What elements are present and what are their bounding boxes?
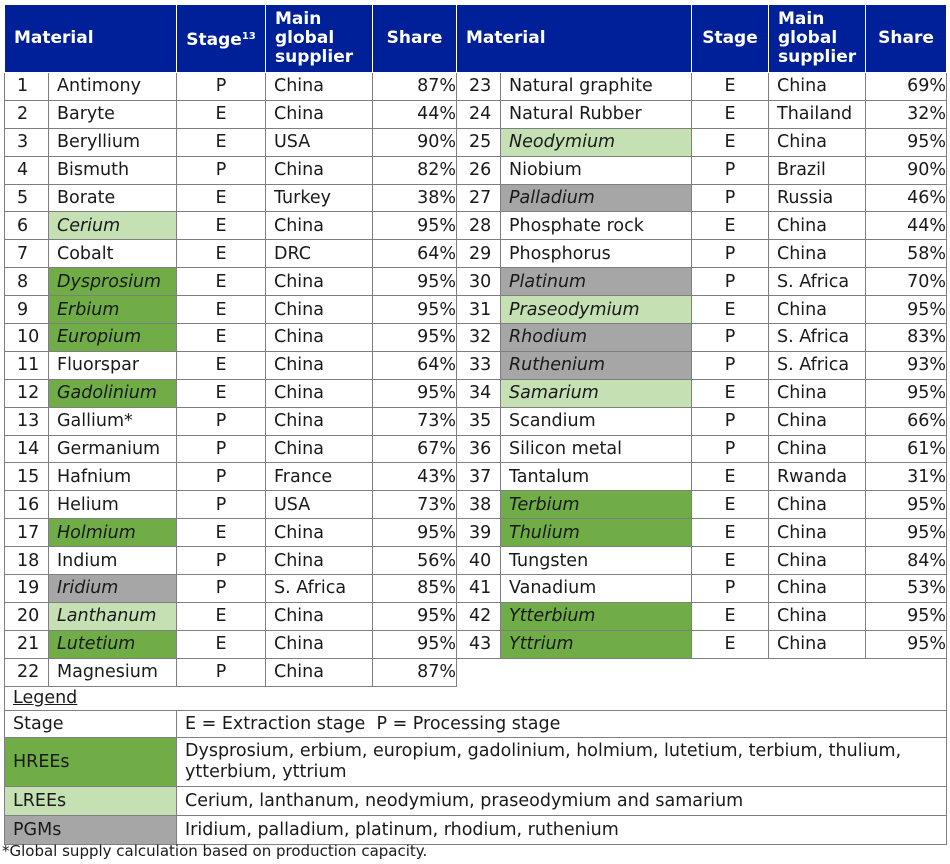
row-number: 23 (457, 73, 501, 101)
share-value: 66% (866, 407, 947, 435)
stage-code: E (692, 73, 769, 101)
share-value: 93% (866, 351, 947, 379)
table-row (5, 407, 947, 435)
material-name: Terbium (501, 491, 692, 519)
material-name: Gallium* (49, 407, 177, 435)
table-row (5, 379, 947, 407)
material-name: Magnesium (49, 658, 177, 686)
row-number: 19 (5, 575, 49, 603)
main-supplier: China (769, 240, 866, 268)
legend-lree-row (5, 787, 947, 816)
share-value: 95% (866, 379, 947, 407)
main-supplier: China (769, 519, 866, 547)
table-row (5, 184, 947, 212)
stage-code: P (177, 435, 266, 463)
main-supplier: Rwanda (769, 463, 866, 491)
legend-stage-label: Stage (5, 711, 177, 738)
material-name: Phosphorus (501, 240, 692, 268)
material-name: Platinum (501, 268, 692, 296)
stage-code: E (692, 379, 769, 407)
material-name: Yttrium (501, 630, 692, 658)
header-row (5, 5, 947, 73)
table-row (5, 296, 947, 324)
main-supplier: USA (266, 491, 373, 519)
share-value: 84% (866, 547, 947, 575)
share-value: 64% (373, 240, 457, 268)
stage-code: E (692, 630, 769, 658)
main-supplier: DRC (266, 240, 373, 268)
row-number: 39 (457, 519, 501, 547)
main-supplier: China (266, 212, 373, 240)
row-number: 6 (5, 212, 49, 240)
row-number: 33 (457, 351, 501, 379)
row-number: 1 (5, 73, 49, 101)
material-name: Natural graphite (501, 73, 692, 101)
share-value: 95% (373, 519, 457, 547)
share-value: 95% (373, 212, 457, 240)
main-supplier: China (266, 324, 373, 352)
main-supplier: China (266, 379, 373, 407)
row-number: 34 (457, 379, 501, 407)
legend-lree-text: Cerium, lanthanum, neodymium, praseodymium and samarium (177, 787, 947, 816)
header-supplier-right: Main global supplier (769, 5, 866, 73)
main-supplier: S. Africa (769, 351, 866, 379)
main-supplier: China (266, 547, 373, 575)
main-supplier: China (266, 407, 373, 435)
row-number: 14 (5, 435, 49, 463)
row-number: 31 (457, 296, 501, 324)
material-name: Vanadium (501, 575, 692, 603)
row-number: 22 (5, 658, 49, 686)
header-stage-right: Stage (692, 5, 769, 73)
material-name: Praseodymium (501, 296, 692, 324)
row-number: 26 (457, 156, 501, 184)
material-name: Niobium (501, 156, 692, 184)
stage-code: P (177, 491, 266, 519)
material-name: Erbium (49, 296, 177, 324)
share-value: 87% (373, 658, 457, 686)
stage-code: P (177, 73, 266, 101)
share-value: 69% (866, 73, 947, 101)
row-number: 18 (5, 547, 49, 575)
main-supplier: Brazil (769, 156, 866, 184)
legend-title: Legend (13, 687, 78, 708)
share-value: 38% (373, 184, 457, 212)
stage-code: P (692, 184, 769, 212)
stage-code: E (692, 100, 769, 128)
stage-code: E (177, 184, 266, 212)
stage-code: E (177, 324, 266, 352)
material-name: Gadolinium (49, 379, 177, 407)
row-number: 32 (457, 324, 501, 352)
share-value: 83% (866, 324, 947, 352)
main-supplier: China (769, 379, 866, 407)
table-row (5, 575, 947, 603)
stage-code: E (177, 100, 266, 128)
share-value: 44% (373, 100, 457, 128)
share-value: 53% (866, 575, 947, 603)
material-name: Iridium (49, 575, 177, 603)
header-stage-left: Stage$^{13}$ (177, 5, 266, 73)
share-value: 90% (373, 128, 457, 156)
share-value: 95% (373, 602, 457, 630)
material-name: Holmium (49, 519, 177, 547)
legend-hree-row (5, 738, 947, 787)
share-value: 95% (373, 268, 457, 296)
share-value: 31% (866, 463, 947, 491)
table-row (5, 519, 947, 547)
table-row (5, 268, 947, 296)
critical-raw-materials-table (4, 4, 947, 687)
stage-code: P (177, 547, 266, 575)
row-number: 20 (5, 602, 49, 630)
stage-code: E (692, 463, 769, 491)
row-number: 30 (457, 268, 501, 296)
row-number: 10 (5, 324, 49, 352)
main-supplier: China (769, 491, 866, 519)
share-value: 90% (866, 156, 947, 184)
stage-code: E (177, 630, 266, 658)
material-name: Palladium (501, 184, 692, 212)
row-number: 27 (457, 184, 501, 212)
row-number: 35 (457, 407, 501, 435)
material-name: Neodymium (501, 128, 692, 156)
share-value: 95% (866, 128, 947, 156)
table-row (5, 128, 947, 156)
main-supplier: China (769, 73, 866, 101)
row-number: 37 (457, 463, 501, 491)
table-row (5, 100, 947, 128)
material-name: Cobalt (49, 240, 177, 268)
footnote: *Global supply calculation based on production capacity. (2, 842, 428, 860)
stage-code: P (692, 575, 769, 603)
main-supplier: Turkey (266, 184, 373, 212)
main-supplier: USA (266, 128, 373, 156)
share-value: 61% (866, 435, 947, 463)
material-name: Ruthenium (501, 351, 692, 379)
stage-code: P (177, 407, 266, 435)
stage-code: E (177, 379, 266, 407)
main-supplier: France (266, 463, 373, 491)
table-row (5, 73, 947, 101)
main-supplier: China (266, 630, 373, 658)
header-supplier-left: Main global supplier (266, 5, 373, 73)
header-share-left: Share (373, 5, 457, 73)
row-number: 7 (5, 240, 49, 268)
material-name: Borate (49, 184, 177, 212)
share-value: 95% (373, 630, 457, 658)
table-row (5, 491, 947, 519)
row-number: 25 (457, 128, 501, 156)
share-value: 95% (373, 324, 457, 352)
table-row (5, 212, 947, 240)
material-name: Lutetium (49, 630, 177, 658)
row-number: 29 (457, 240, 501, 268)
material-name: Natural Rubber (501, 100, 692, 128)
material-name: Fluorspar (49, 351, 177, 379)
stage-code: P (177, 156, 266, 184)
row-number: 3 (5, 128, 49, 156)
share-value: 95% (866, 602, 947, 630)
main-supplier: China (266, 351, 373, 379)
row-number: 36 (457, 435, 501, 463)
material-name: Hafnium (49, 463, 177, 491)
table-row (5, 324, 947, 352)
stage-code: E (692, 212, 769, 240)
main-supplier: China (266, 519, 373, 547)
table-row (5, 463, 947, 491)
table-row (5, 547, 947, 575)
stage-code: E (177, 212, 266, 240)
share-value: 32% (866, 100, 947, 128)
stage-code: E (692, 547, 769, 575)
stage-code: E (692, 296, 769, 324)
share-value: 95% (373, 296, 457, 324)
stage-code: E (177, 296, 266, 324)
main-supplier: China (266, 100, 373, 128)
material-name: Germanium (49, 435, 177, 463)
main-supplier: China (769, 630, 866, 658)
main-supplier: China (769, 128, 866, 156)
main-supplier: Thailand (769, 100, 866, 128)
stage-code: E (177, 128, 266, 156)
legend-pgm-label: PGMs (5, 816, 177, 845)
share-value: 85% (373, 575, 457, 603)
main-supplier: China (266, 602, 373, 630)
table-row (5, 156, 947, 184)
material-name: Samarium (501, 379, 692, 407)
share-value: 64% (373, 351, 457, 379)
row-number: 9 (5, 296, 49, 324)
material-name: Scandium (501, 407, 692, 435)
row-number: 13 (5, 407, 49, 435)
stage-code: P (692, 268, 769, 296)
empty-cell (457, 658, 947, 686)
material-name: Tantalum (501, 463, 692, 491)
main-supplier: China (266, 268, 373, 296)
stage-code: E (177, 240, 266, 268)
legend-hree-label: HREEs (5, 738, 177, 787)
share-value: 73% (373, 407, 457, 435)
legend-lree-label: LREEs (5, 787, 177, 816)
main-supplier: China (266, 435, 373, 463)
main-supplier: S. Africa (769, 268, 866, 296)
material-name: Europium (49, 324, 177, 352)
material-name: Rhodium (501, 324, 692, 352)
share-value: 95% (866, 296, 947, 324)
stage-code: P (692, 324, 769, 352)
row-number: 42 (457, 602, 501, 630)
material-name: Tungsten (501, 547, 692, 575)
material-name: Silicon metal (501, 435, 692, 463)
legend-pgm-text: Iridium, palladium, platinum, rhodium, ruthenium (177, 816, 947, 845)
share-value: 70% (866, 268, 947, 296)
share-value: 56% (373, 547, 457, 575)
row-number: 43 (457, 630, 501, 658)
stage-code: P (177, 658, 266, 686)
row-number: 41 (457, 575, 501, 603)
row-number: 38 (457, 491, 501, 519)
table-row (5, 602, 947, 630)
row-number: 5 (5, 184, 49, 212)
table-row (5, 630, 947, 658)
stage-code: E (177, 519, 266, 547)
material-name: Indium (49, 547, 177, 575)
share-value: 58% (866, 240, 947, 268)
header-share-right: Share (866, 5, 947, 73)
stage-code: P (177, 575, 266, 603)
stage-code: P (692, 240, 769, 268)
material-name: Helium (49, 491, 177, 519)
stage-code: E (692, 602, 769, 630)
share-value: 95% (866, 491, 947, 519)
stage-code: E (692, 128, 769, 156)
share-value: 73% (373, 491, 457, 519)
table-body (5, 73, 947, 687)
share-value: 95% (373, 379, 457, 407)
material-name: Ytterbium (501, 602, 692, 630)
main-supplier: China (769, 575, 866, 603)
material-name: Beryllium (49, 128, 177, 156)
main-supplier: China (769, 602, 866, 630)
main-supplier: China (769, 435, 866, 463)
stage-code: P (692, 435, 769, 463)
stage-code: E (692, 491, 769, 519)
row-number: 21 (5, 630, 49, 658)
main-supplier: China (266, 73, 373, 101)
row-number: 17 (5, 519, 49, 547)
share-value: 46% (866, 184, 947, 212)
row-number: 16 (5, 491, 49, 519)
row-number: 11 (5, 351, 49, 379)
legend-stage-row (5, 711, 947, 738)
main-supplier: China (769, 547, 866, 575)
material-name: Cerium (49, 212, 177, 240)
stage-code: P (692, 407, 769, 435)
row-number: 12 (5, 379, 49, 407)
material-name: Baryte (49, 100, 177, 128)
main-supplier: China (266, 156, 373, 184)
row-number: 24 (457, 100, 501, 128)
table-row (5, 435, 947, 463)
row-number: 4 (5, 156, 49, 184)
share-value: 43% (373, 463, 457, 491)
material-name: Lanthanum (49, 602, 177, 630)
main-supplier: China (769, 212, 866, 240)
material-name: Dysprosium (49, 268, 177, 296)
row-number: 40 (457, 547, 501, 575)
table-row (5, 351, 947, 379)
material-name: Antimony (49, 73, 177, 101)
stage-code: E (692, 519, 769, 547)
header-material-left: Material (5, 5, 177, 73)
material-name: Thulium (501, 519, 692, 547)
main-supplier: S. Africa (266, 575, 373, 603)
main-supplier: Russia (769, 184, 866, 212)
table-row (5, 658, 947, 686)
main-supplier: China (266, 658, 373, 686)
legend-title-row (5, 686, 947, 711)
row-number: 8 (5, 268, 49, 296)
legend-table (4, 686, 947, 845)
legend-hree-text: Dysprosium, erbium, europium, gadolinium, holmium, lutetium, terbium, thulium, ytterbium, yttrium (177, 738, 947, 787)
row-number: 28 (457, 212, 501, 240)
share-value: 95% (866, 519, 947, 547)
legend-stage-text: E = Extraction stage P = Processing stage (177, 711, 947, 738)
header-material-right: Material (457, 5, 692, 73)
stage-code: P (177, 463, 266, 491)
share-value: 44% (866, 212, 947, 240)
main-supplier: China (769, 407, 866, 435)
material-name: Bismuth (49, 156, 177, 184)
legend-pgm-row (5, 816, 947, 845)
main-supplier: China (769, 296, 866, 324)
stage-code: P (692, 351, 769, 379)
table-row (5, 240, 947, 268)
share-value: 95% (866, 630, 947, 658)
main-supplier: S. Africa (769, 324, 866, 352)
stage-code: E (177, 602, 266, 630)
share-value: 82% (373, 156, 457, 184)
stage-code: E (177, 268, 266, 296)
share-value: 87% (373, 73, 457, 101)
row-number: 15 (5, 463, 49, 491)
stage-code: P (692, 156, 769, 184)
stage-code: E (177, 351, 266, 379)
row-number: 2 (5, 100, 49, 128)
share-value: 67% (373, 435, 457, 463)
main-supplier: China (266, 296, 373, 324)
material-name: Phosphate rock (501, 212, 692, 240)
